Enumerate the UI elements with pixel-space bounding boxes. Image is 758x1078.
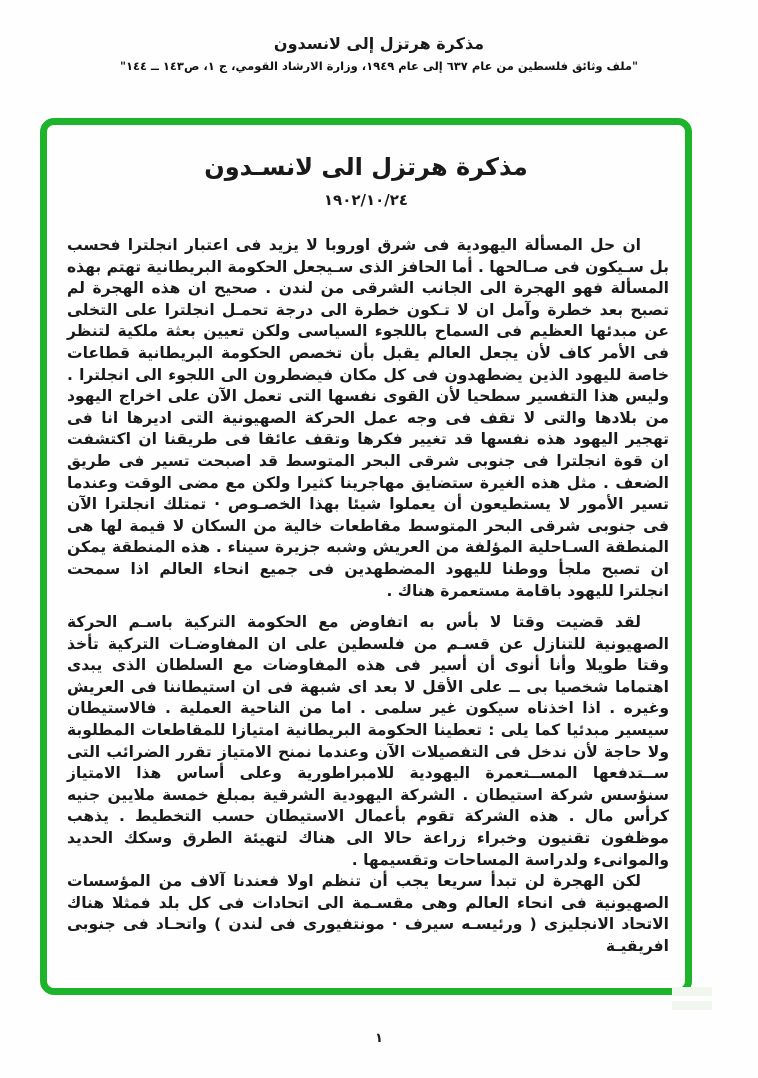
scan-artifact-bars [672,987,712,1015]
memo-title: مذكرة هرتزل الى لانسـدون [204,153,528,181]
memo-body [47,235,685,958]
scan-artifact-bar [672,1001,712,1010]
page-number: ١ [375,1031,383,1046]
memo-paragraph: لقد قضيت وقتا لا بأس به اتفاوض مع الحكومة التركية باسـم الحركة الصهيونية للتنازل عن قسـم من فلسطين على ان المفاوضـات التركية تأخذ وقتا طويلا وأنا أنوى أن أسير فى هذه المفاوضات مع السلطان الذى يبدى اهتماما شخصيا بى ــ على الأقل لا بعد اى شبهة فى ان استيطاننا فى العريش وغيره . اذا اخذناه سيكون غير سلمى . اما من الناحية العملية . فالاستيطان سيسير مبدئيا كما يلى : تعطينا الحكومة البريطانية امتيازا للمقاطعات المطلوبة ولا حاجة لأن ندخل فى التفصيلات الآن وعندما نمنح الامتياز تقرر الضرائب التى ســتدفعها المســتعمرة اليهودية للامبراطورية وعلى أساس هذا الامتياز سنؤسس شركة استيطان . الشركة اليهودية الشرقية بمبلغ خمسة ملايين جنيه كرأس مال . هذه الشركة تقوم بأعمال الاستيطان حسب التخطيط . يذهب موظفون تقنيون وخبراء زراعة حالا الى هناك لتهيئة الطرق وسكك الحديد والموانىء ولدراسة المساحات وتقسيمها . [67,613,669,869]
document-header-title: مذكرة هرتزل إلى لانسدون [273,34,485,53]
memo-date: ١٩٠٢/١٠/٢٤ [323,191,409,209]
document-source-line: "ملف وثائق فلسطين من عام ٦٣٧ إلى عام ١٩٤٩، وزارة الارشاد القومي، ج ١، ص١٤٣ ــ ١٤٤" [119,59,639,73]
document-border-frame [40,118,692,995]
memo-paragraph: لكن الهجرة لن تبدأ سريعا يجب أن تنظم اولا فعندنا آلاف من المؤسسات الصهيونية فى انحاء العالم وهى مقسـمة الى اتحادات فى كل بلد فمثلا هناك الاتحاد الانجليزى ( ورئيسـه سيرف · مونتفيورى فى لندن ) واتحـاد فى جنوبى افريقيـة [67,872,669,955]
memo-paragraph: ان حل المسألة اليهودية فى شرق اوروبا لا يزيد فى اعتبار انجلترا فحسب بل سـيكون فى صـالحها . أما الحافز الذى سـيجعل الحكومة البريطانية تهتم بهذه المسألة فهو الهجرة الى الجانب الشرقى من لندن . صحيح ان هذه الهجرة لم تصبح بعد خطرة وآمل ان لا تـكون خطرة الى درجة تحمـل انجلترا على التخلى عن مبدئها العظيم فى السماح باللجوء السياسى ولكن تعيين بعثة ملكية لتنظر فى الأمر كاف لأن يجعل العالم يقبل بأن تخصص الحكومة البريطانية قطاعات خاصة لليهود الذين يضطهدون فى كل مكان فيضطرون الى اللجوء الى انجلترا . وليس هذا التفسير سطحيا لأن القوى نفسها التى تعمل الآن على اخراج اليهود من بلادها والتى لا تقف فى وجه عمل الحركة الصهيونية التى اديرها انا فى تهجير اليهود هذه نفسها قد تغيير فكرها وتقف عائقا فى طريقنا ان اكتشفت ان قوة انجلترا فى جنوبى شرقى البحر المتوسط قد اصبحت تسير فى طريق الضعف . مثل هذه الغيرة ستضايق مهاجرينا كثيرا ولكن مع مضى الوقت وعندما تسير الأمور لا يستطيعون أن يعملوا شيئا بهذا الخصـوص · تمتلك انجلترا الآن فى جنوبى شرقى البحر المتوسط مقاطعات خالية من السكان لا قيمة لها هى المنطقة السـاحلية المؤلفة من العريش وشبه جزيرة سيناء . هذه المنطقة يمكن ان تصبح ملجأ ووطنا لليهود المضطهدين فى جميع انحاء العالم اذا سمحت انجلترا لليهود باقامة مستعمرة هناك . [67,236,669,600]
document-header [0,34,758,73]
scan-artifact-bar [672,987,712,996]
